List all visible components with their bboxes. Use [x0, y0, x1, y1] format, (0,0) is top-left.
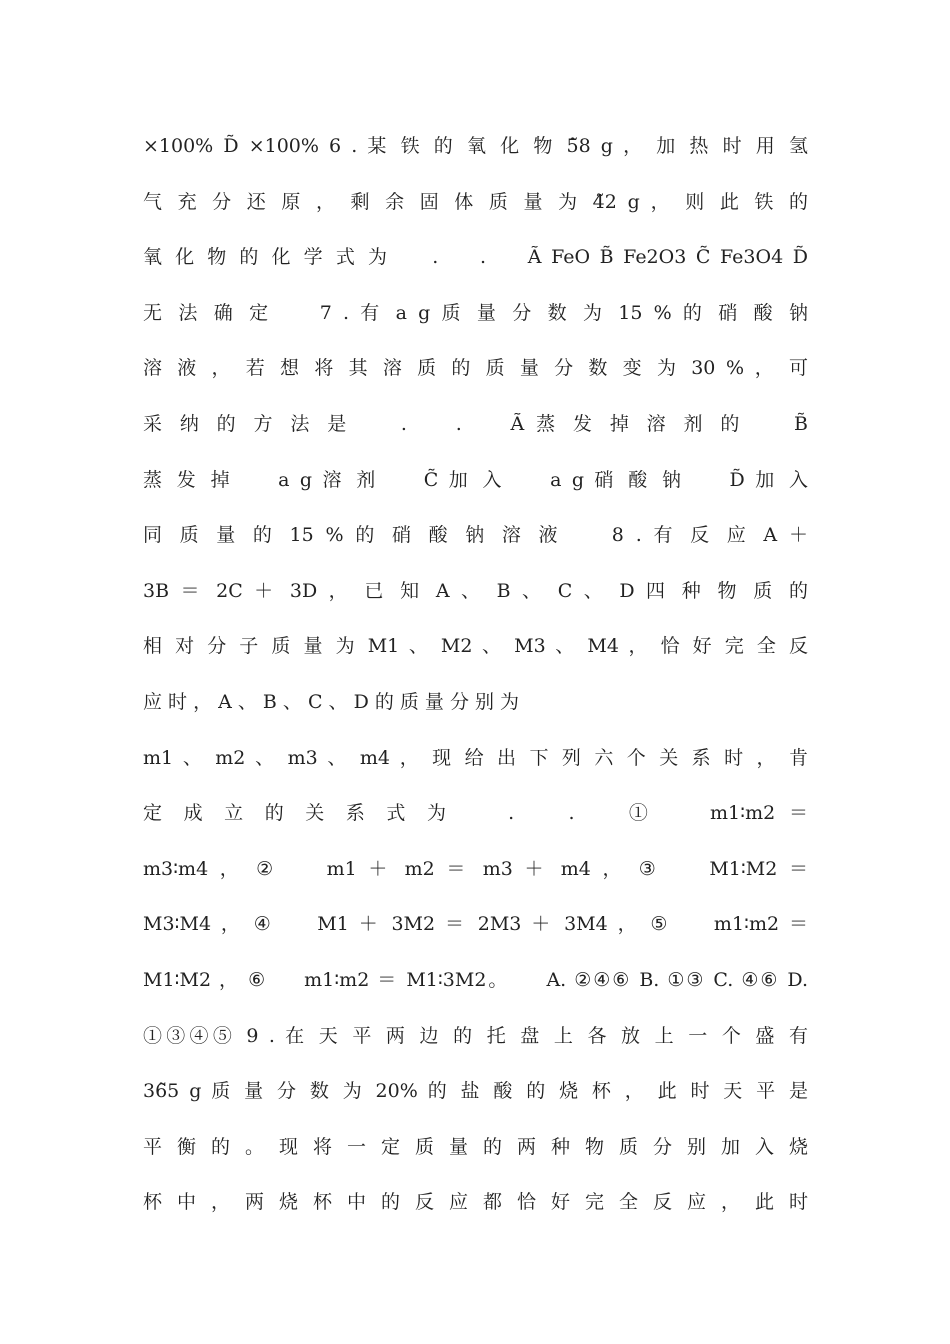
- text-line: 同 质 量 的 15 % 的 硝 酸 钠 溶 液 8 . 有 反 应 A ＋: [143, 524, 808, 547]
- text-line: ①③④⑤ 9 . 在 天 平 两 边 的 托 盘 上 各 放 上 一 个 盛 有: [143, 1024, 808, 1047]
- text-line: 采 纳 的 方 法 是 . . Ã 蒸 发 掉 溶 剂 的 B̃: [143, 412, 808, 435]
- text-line: 平 衡 的 。 现 将 一 定 质 量 的 两 种 物 质 分 别 加 入 烧: [143, 1135, 808, 1158]
- text-line: M1∶M2 ， ⑥ m1∶m2 ＝ M1∶3M2。 A. ②④⑥ B. ①③ C. ④⑥ D.: [143, 968, 808, 991]
- text-line: 杯 中 ， 两 烧 杯 中 的 反 应 都 恰 好 完 全 反 应 ， 此 时: [143, 1191, 808, 1214]
- text-line: m1 、 m2 、 m3 、 m4 ， 现 给 出 下 列 六 个 关 系 时 ， 肯: [143, 746, 808, 769]
- body-text: [143, 126, 808, 1238]
- text-line: m3∶m4 ， ② m1 ＋ m2 ＝ m3 ＋ m4 ， ③ M1∶M2 ＝: [143, 857, 808, 880]
- text-line: 气 充 分 还 原 ， 剩 余 固 体 质 量 为 4̃2 g ， 则 此 铁 的: [143, 190, 808, 213]
- text-line: 定 成 立 的 关 系 式 为 . . ① m1∶m2 ＝: [143, 802, 808, 825]
- text-line: 无 法 确 定 7 . 有 a g 质 量 分 数 为 15 % 的 硝 酸 钠: [143, 301, 808, 324]
- text-line: 应 时 ， A 、 B 、 C 、 D 的 质 量 分 别 为: [143, 690, 520, 713]
- text-line: 相 对 分 子 质 量 为 M1 、 M2 、 M3 、 M4 ， 恰 好 完 全 反: [143, 635, 808, 658]
- text-line: 溶 液 ， 若 想 将 其 溶 质 的 质 量 分 数 变 为 30 % ， 可: [143, 357, 808, 380]
- text-line: 3B ＝ 2C ＋ 3D ， 已 知 A 、 B 、 C 、 D 四 种 物 质 的: [143, 579, 808, 602]
- text-line: ×100% D̃ ×100% 6 . 某 铁 的 氧 化 物 5̃8 g ， 加 热 时 用 氢: [143, 135, 808, 157]
- text-line: 36̃5 g 质 量 分 数 为 20% 的 盐 酸 的 烧 杯 ， 此 时 天 平 是: [143, 1080, 808, 1103]
- text-line: 蒸 发 掉 a g 溶 剂 C̃ 加 入 a g 硝 酸 钠 D̃ 加 入: [143, 468, 808, 491]
- text-line: 氧 化 物 的 化 学 式 为 . . Ã FeO B̃ Fe2O3 C̃ Fe3O4 D̃: [143, 246, 808, 269]
- text-line: M3∶M4 ， ④ M1 ＋ 3M2 ＝ 2M3 ＋ 3M4 ， ⑤ m1∶m2 ＝: [143, 913, 808, 936]
